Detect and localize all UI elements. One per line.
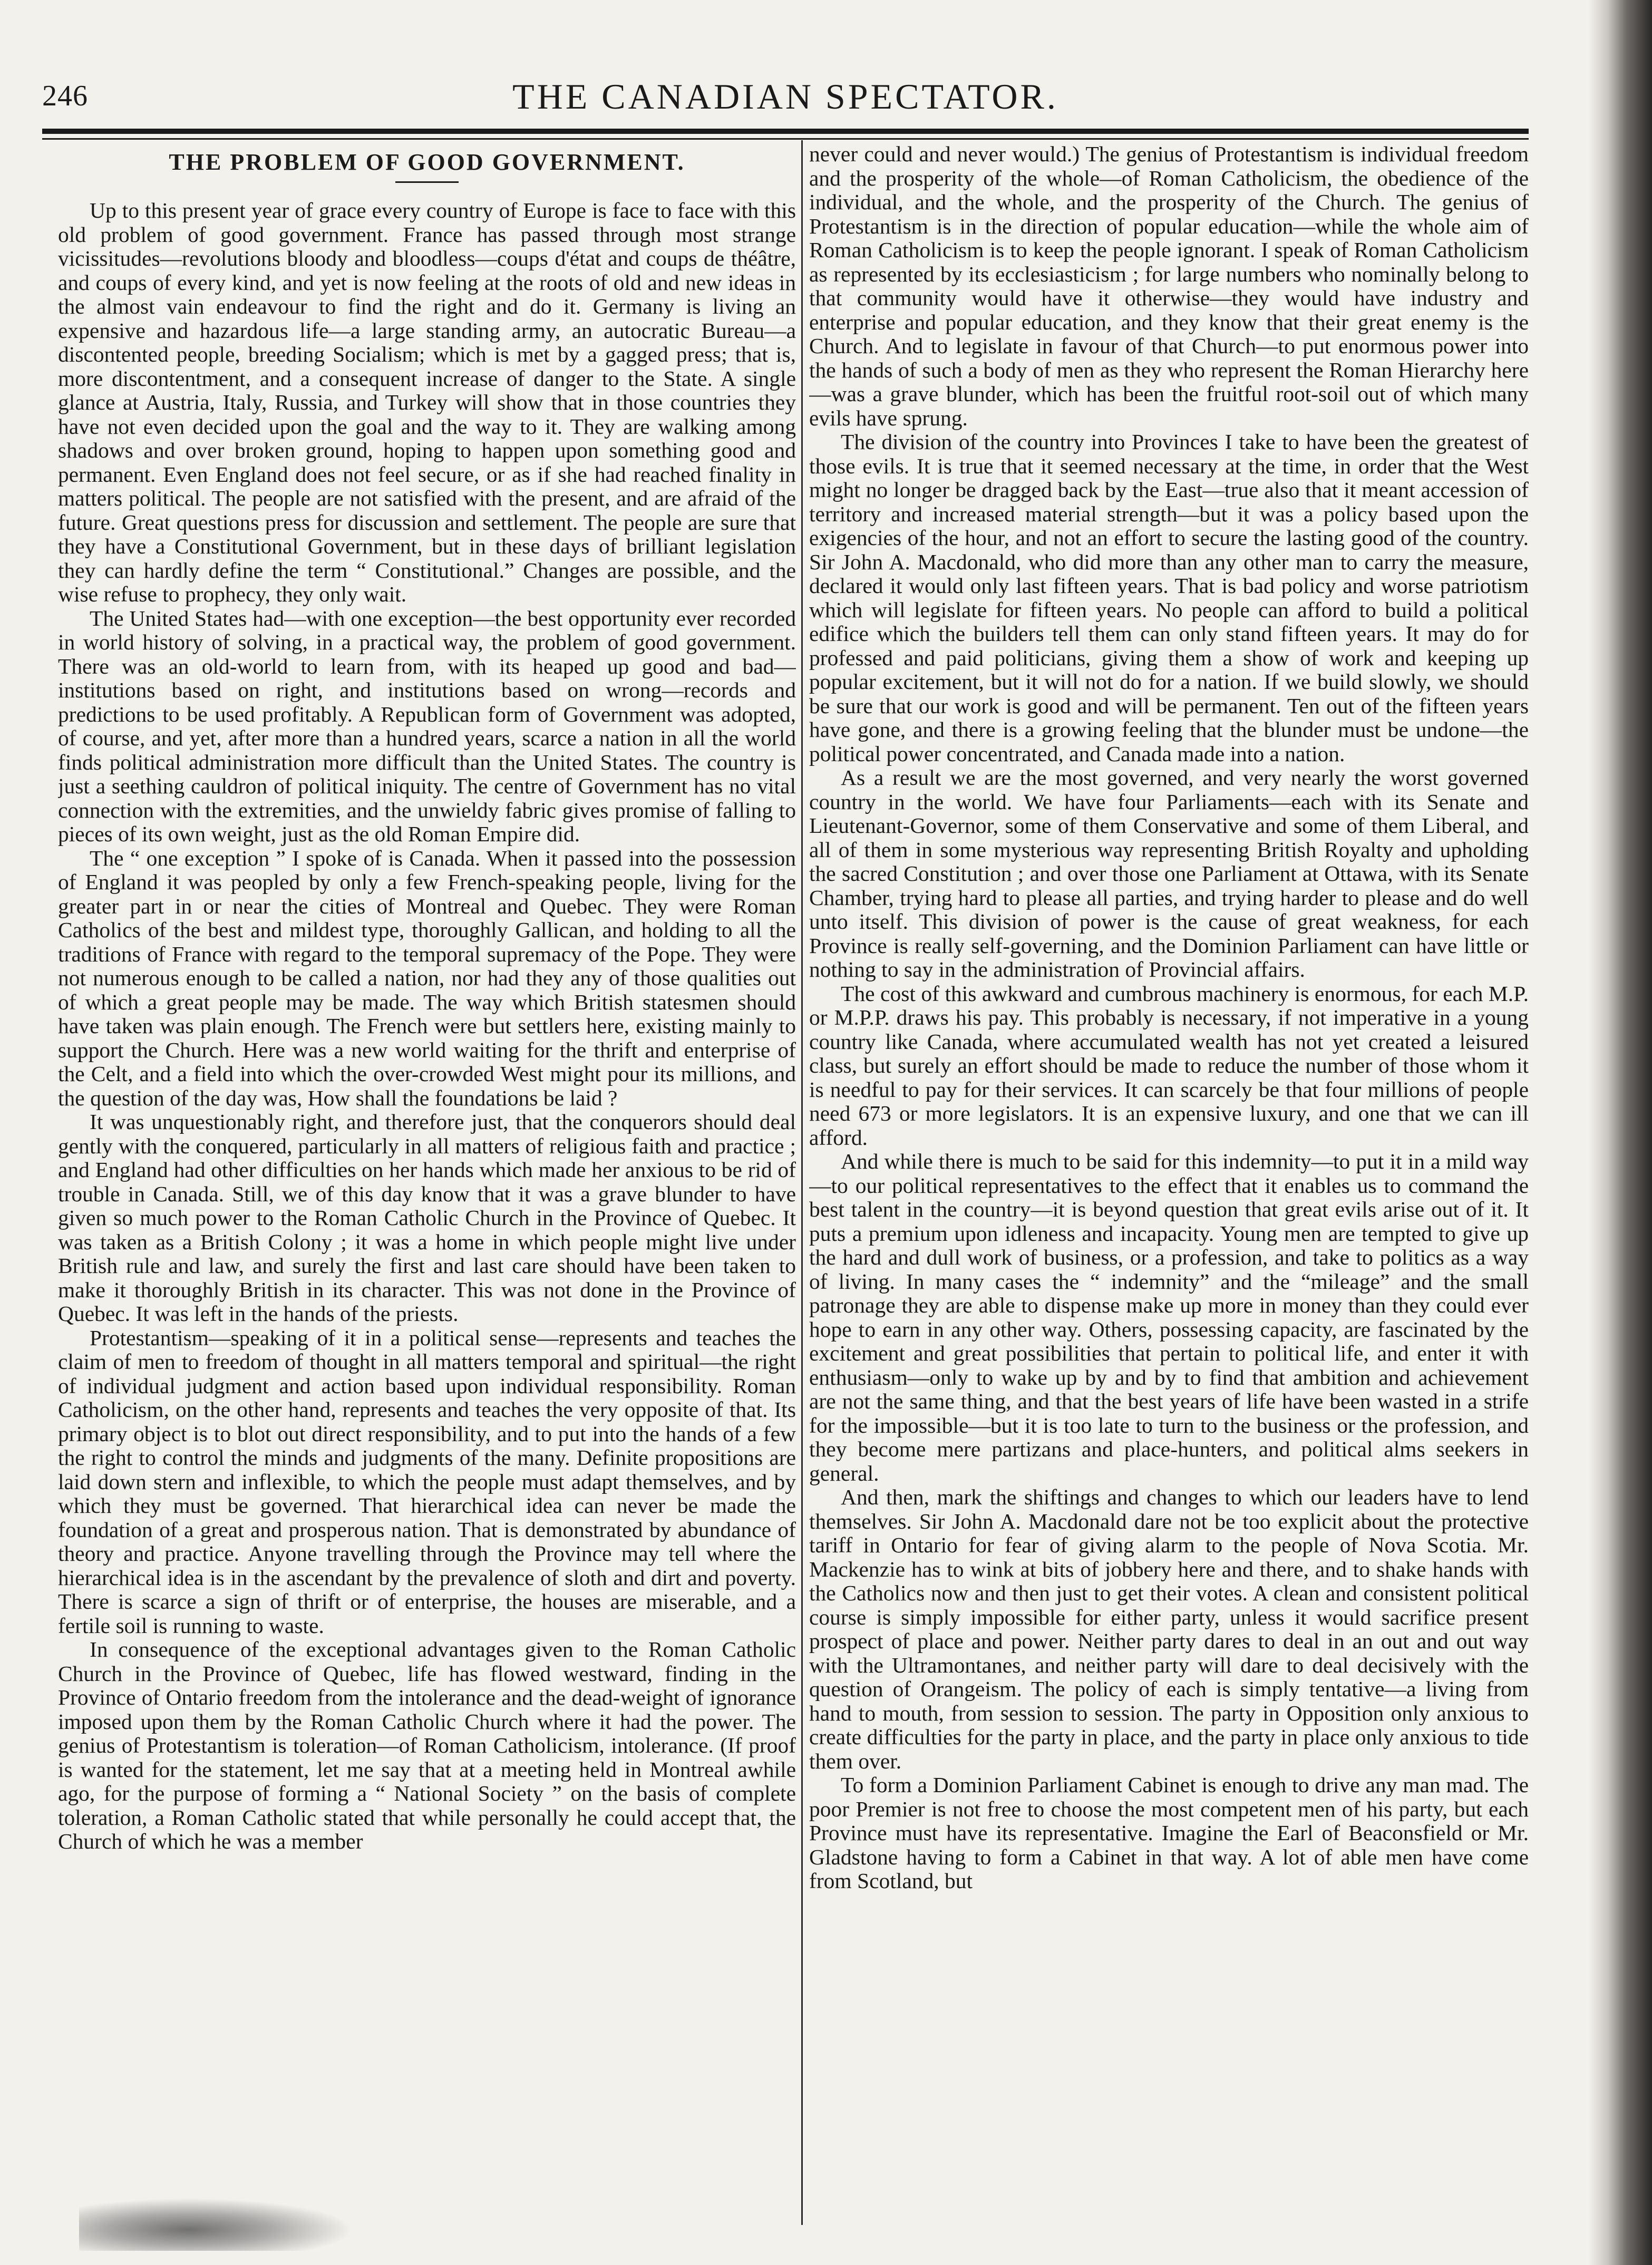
paragraph: The “ one exception ” I spoke of is Canada. When it passed into the possession of England it was peopled by only a few French-speaking people, living for the greater part in or near the cities of Montreal and Quebec. They were Roman Catholics of the best and mildest type, thoroughly Gallican, and holding to all the traditions of France with regard to the temporal supremacy of the Pope. They were not numerous enough to be called a nation, nor had they any of those qualities out of which a great people may be made. The way which British statesmen should have taken was plain enough. The French were but settlers here, existing mainly to support the Church. Here was a new world waiting for the thrift and enterprise of the Celt, and a field into which the over-crowded West might pour its millions, and the question of the day was, How shall the foundations be laid ? xyxy=(58,845,796,1110)
title-dash xyxy=(395,181,459,183)
header-rule-thick xyxy=(42,129,1529,134)
ink-smudge xyxy=(79,2198,353,2251)
column-divider xyxy=(801,140,803,2225)
paragraph: And while there is much to be said for this indemnity—to put it in a mild way—to our political representatives to the effect that it enables us to command the best talent in the country—it is beyond question that great evils arise out of it. It puts a premium upon idleness and incapacity. Young men are tempted to give up the hard and dull work of business, or a profession, and take to politics as a way of living. In many cases the “ indemnity” and the “mileage” and the small patronage they are able to dispense make up more in money than they could ever hope to earn in any other way. Others, possessing capacity, are fascinated by the excitement and great possibilities that pertain to political life, and enter it with enthusiasm—only to wake up by and by to find that ambition and achievement are not the same thing, and that the best years of life have been wasted in a strife for the impossible—but it is too late to turn to the business or the profession, and they become mere partizans and place-hunters, and political alms seekers in general. xyxy=(809,1149,1529,1485)
page-number: 246 xyxy=(42,80,88,112)
paragraph: never could and never would.) The genius of Protestantism is individual freedom and the prosperity of the whole—of Roman Catholicism, the obedience of the individual, and the whole, and the prosperity of the Church. The genius of Protestantism is in the direction of popular education—while the whole aim of Roman Catholicism is to keep the people ignorant. I speak of Roman Catholicism as represented by its ecclesiasticism ; for large numbers who nominally belong to that community would have it otherwise—they would have industry and enterprise and popular education, and they know that their great enemy is the Church. And to legislate in favour of that Church—to put enormous power into the hands of such a body of men as they who represent the Roman Hierarchy here—was a grave blunder, which has been the fruitful root-soil out of which many evils have sprung. xyxy=(809,142,1529,430)
page-header xyxy=(42,76,1529,127)
journal-title: THE CANADIAN SPECTATOR. xyxy=(512,76,1058,116)
paragraph: Protestantism—speaking of it in a political sense—represents and teaches the claim of men to freedom of thought in all matters temporal and spiritual—the right of individual judgment and action based upon individual responsibility. Roman Catholicism, on the other hand, represents and teaches the very opposite of that. Its primary object is to blot out direct responsibility, and to put into the hands of a few the right to control the minds and judgments of the many. Definite propositions are laid down stern and inflexible, to which the people must adapt themselves, and by which they must be governed. That hierarchical idea can never be made the foundation of a great and prosperous nation. That is demonstrated by abundance of theory and practice. Anyone travelling through the Province may tell where the hierarchical idea is in the ascendant by the prevalence of sloth and dirt and poverty. There is scarce a sign of thrift or of enterprise, the houses are miserable, and a fertile soil is running to waste. xyxy=(58,1325,796,1638)
header-rule-thin xyxy=(42,138,1529,140)
paragraph: As a result we are the most governed, and very nearly the worst governed country in the world. We have four Parliaments—each with its Senate and Lieutenant-Governor, some of them Conservative and some of them Liberal, and all of them in some mysterious way representing British Royalty and upholding the sacred Constitution ; and over those one Parliament at Ottawa, with its Senate Chamber, trying hard to please all parties, and trying harder to please and do well unto itself. This division of power is the cause of great weakness, for each Province is really self-governing, and the Dominion Parliament can have little or nothing to say in the administration of Provincial affairs. xyxy=(809,765,1529,981)
article-title: THE PROBLEM OF GOOD GOVERNMENT. xyxy=(169,149,685,175)
left-column xyxy=(58,140,796,2228)
right-column xyxy=(809,142,1529,2230)
paragraph: It was unquestionably right, and therefore just, that the conquerors should deal gently with the conquered, particularly in all matters of religious faith and practice ; and England had other difficulties on her hands which made her anxious to be rid of trouble in Canada. Still, we of this day know that it was a grave blunder to have given so much power to the Roman Catholic Church in the Province of Quebec. It was taken as a British Colony ; it was a home in which people might live under British rule and law, and surely the first and last care should have been taken to make it thoroughly British in its character. This was not done in the Province of Quebec. It was left in the hands of the priests. xyxy=(58,1110,796,1326)
paragraph: The division of the country into Provinces I take to have been the greatest of those evils. It is true that it seemed necessary at the time, in order that the West might no longer be dragged back by the East—true also that it meant accession of territory and increased material strength—but it was a policy based upon the exigencies of the hour, and not an effort to secure the lasting good of the country. Sir John A. Macdonald, who did more than any other man to carry the measure, declared it would only last fifteen years. That is bad policy and worse patriotism which will legislate for fifteen years. No people can afford to build a political edifice which the builders tell them can only stand fifteen years. It may do for professed and paid politicians, giving them a show of work and keeping up popular excitement, but it will not do for a nation. If we build slowly, we should be sure that our work is good and will be permanent. Ten out of the fifteen years have gone, and there is a growing feeling that the blunder must be undone—the political power concentrated, and Canada made into a nation. xyxy=(809,430,1529,766)
paragraph: In consequence of the exceptional advantages given to the Roman Catholic Church in the Province of Quebec, life has flowed westward, finding in the Province of Ontario freedom from the intolerance and the dead-weight of ignorance imposed upon them by the Roman Catholic Church where it had the power. The genius of Protestantism is toleration—of Roman Catholicism, intolerance. (If proof is wanted for the statement, let me say that at a meeting held in Montreal awhile ago, for the purpose of forming a “ National Society ” on the basis of complete toleration, a Roman Catholic stated that while personally he could accept that, the Church of which he was a member xyxy=(58,1637,796,1853)
paragraph: Up to this present year of grace every country of Europe is face to face with this old problem of good government. France has passed through most strange vicissitudes—revolutions bloody and bloodless—coups d'état and coups de théâtre, and coups of every kind, and yet is now feeling at the roots of old and new ideas in the almost vain endeavour to find the right and do it. Germany is living an expensive and hazardous life—a large standing army, an autocratic Bureau—a discontented people, breeding Socialism; which is met by a gagged press; that is, more discontentment, and a consequent increase of danger to the State. A single glance at Austria, Italy, Russia, and Turkey will show that in those countries they have not even decided upon the goal and the way to it. They are walking among shadows and over broken ground, hoping to happen upon something good and permanent. Even England does not feel secure, or as if she had reached finality in matters political. The people are not satisfied with the present, and are afraid of the future. Great questions press for discussion and settlement. The people are sure that they have a Constitutional Government, but in these days of brilliant legislation they can hardly define the term “ Constitutional.” Changes are possible, and the wise refuse to prophecy, they only wait. xyxy=(58,198,796,606)
page-edge-shadow xyxy=(1589,0,1652,2265)
paragraph: The United States had—with one exception—the best opportunity ever recorded in world history of solving, in a practical way, the problem of good government. There was an old-world to learn from, with its heaped up good and bad—institutions based on right, and institutions based on wrong—records and predictions to be used profitably. A Republican form of Government was adopted, of course, and yet, after more than a hundred years, scarce a nation in all the world finds political administration more difficult than the United States. The country is just a seething cauldron of political iniquity. The centre of Government has no vital connection with the extremities, and the unwieldy fabric gives promise of falling to pieces of its own weight, just as the old Roman Empire did. xyxy=(58,606,796,846)
paragraph: And then, mark the shiftings and changes to which our leaders have to lend themselves. Sir John A. Macdonald dare not be too explicit about the protective tariff in Ontario for fear of giving alarm to the people of Nova Scotia. Mr. Mackenzie has to wink at bits of jobbery here and there, and to shake hands with the Catholics now and then just to get their votes. A clean and consistent political course is simply impossible for either party, unless it would sacrifice present prospect of place and power. Neither party dares to deal in an out and out way with the Ultramontanes, and neither party will dare to deal decisively with the question of Orangeism. The policy of each is simply tentative—a living from hand to mouth, from session to session. The party in Opposition only anxious to create difficulties for the party in place, and the party in place only anxious to tide them over. xyxy=(809,1485,1529,1773)
paragraph: The cost of this awkward and cumbrous machinery is enormous, for each M.P. or M.P.P. draws his pay. This probably is necessary, if not imperative in a young country like Canada, where accumulated wealth has not yet created a leisured class, but surely an effort should be made to reduce the number of those whom it is needful to pay for their services. It can scarcely be that four millions of people need 673 or more legislators. It is an expensive luxury, and one that we can ill afford. xyxy=(809,981,1529,1150)
paragraph: To form a Dominion Parliament Cabinet is enough to drive any man mad. The poor Premier is not free to choose the most competent men of his party, but each Province must have its representative. Imagine the Earl of Beaconsfield or Mr. Gladstone having to form a Cabinet in that way. A lot of able men have come from Scotland, but xyxy=(809,1773,1529,1893)
